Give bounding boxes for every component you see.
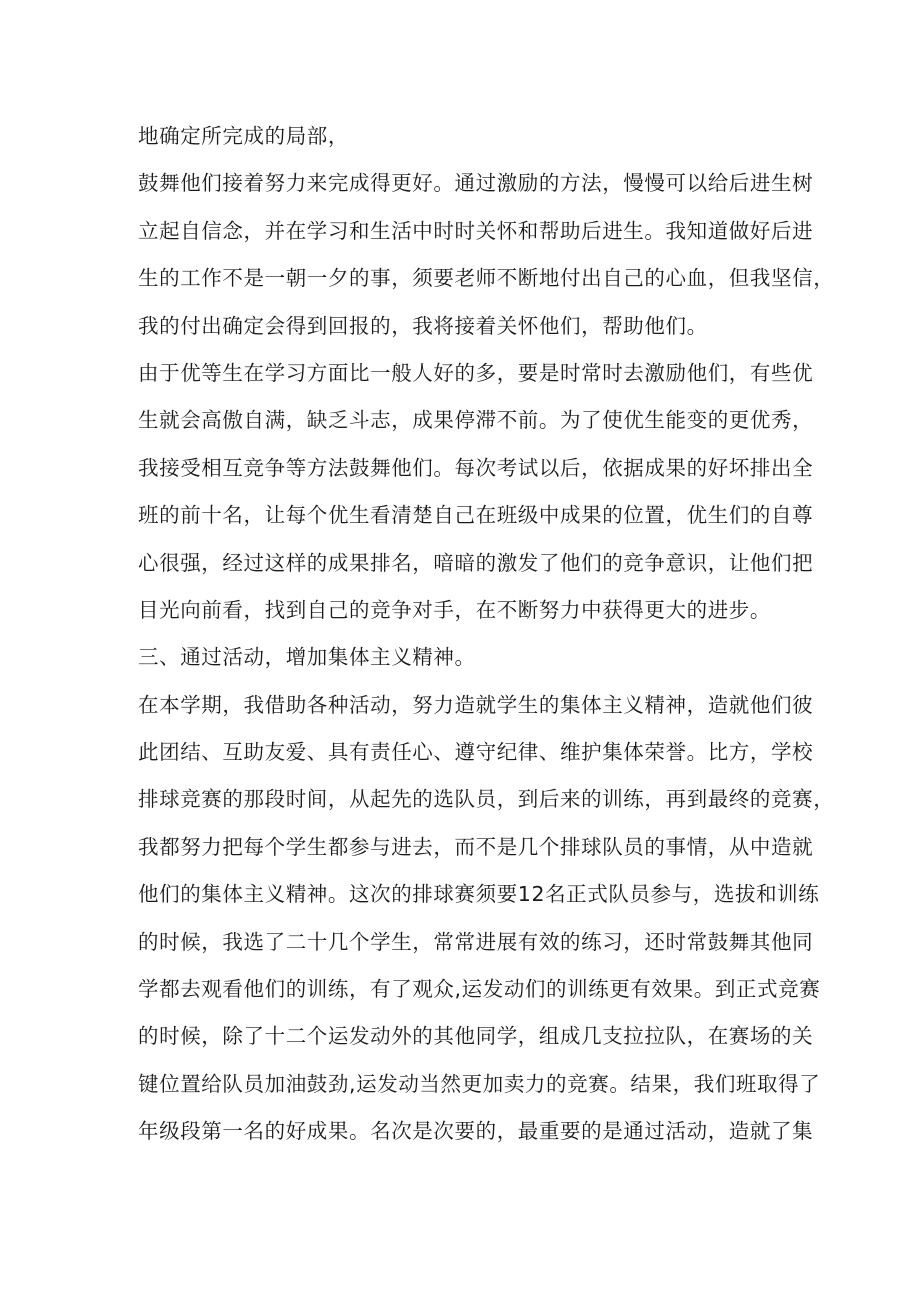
text-line: 键位置给队员加油鼓劲,运发动当然更加卖力的竞赛。结果，我们班取得了 <box>138 1071 821 1096</box>
section-heading: 三、通过活动，增加集体主义精神。 <box>138 645 476 670</box>
text-line: 我接受相互竞争等方法鼓舞他们。每次考试以后，依据成果的好坏排出全 <box>138 455 814 480</box>
text-line: 目光向前看，找到自己的竞争对手，在不断努力中获得更大的进步。 <box>138 597 771 622</box>
text-line: 的时候，我选了二十几个学生，常常进展有效的练习，还时常鼓舞其他同 <box>138 929 814 954</box>
text-line: 生的工作不是一朝一夕的事，须要老师不断地付出自己的心血，但我坚信， <box>138 266 835 291</box>
text-line: 立起自信念，并在学习和生活中时时关怀和帮助后进生。我知道做好后进 <box>138 218 814 243</box>
text-line: 生就会高傲自满，缺乏斗志，成果停滞不前。为了使优生能变的更优秀， <box>138 408 814 433</box>
text-line: 地确定所完成的局部， <box>138 124 349 148</box>
text-line: 鼓舞他们接着努力来完成得更好。通过激励的方法，慢慢可以给后进生树 <box>138 171 814 196</box>
text-line: 此团结、互助友爱、具有责任心、遵守纪律、维护集体荣誉。比方，学校 <box>138 740 814 765</box>
text-line: 年级段第一名的好成果。名次是次要的，最重要的是通过活动，造就了集 <box>138 1119 814 1144</box>
text-line: 他们的集体主义精神。这次的排球赛须要12名正式队员参与，选拔和训练 <box>138 882 820 907</box>
document-body <box>138 113 835 1156</box>
text-line: 我都努力把每个学生都参与进去，而不是几个排球队员的事情，从中造就 <box>138 834 814 859</box>
text-line: 排球竞赛的那段时间，从起先的选队员，到后来的训练，再到最终的竞赛， <box>138 787 835 812</box>
text-line: 在本学期，我借助各种活动，努力造就学生的集体主义精神，造就他们彼 <box>138 692 814 717</box>
text-line: 我的付出确定会得到回报的，我将接着关怀他们，帮助他们。 <box>138 313 708 338</box>
text-line: 班的前十名，让每个优生看清楚自己在班级中成果的位置，优生们的自尊 <box>138 503 814 528</box>
text-line: 心很强，经过这样的成果排名，喑暗的激发了他们的竞争意识，让他们把 <box>138 550 814 575</box>
text-line: 由于优等生在学习方面比一般人好的多，要是时常时去激励他们，有些优 <box>138 360 814 385</box>
text-line: 学都去观看他们的训练，有了观众,运发动们的训练更有效果。到正式竞赛 <box>138 977 821 1002</box>
text-line: 的时候，除了十二个运发动外的其他同学，组成几支拉拉队，在赛场的关 <box>138 1024 814 1049</box>
